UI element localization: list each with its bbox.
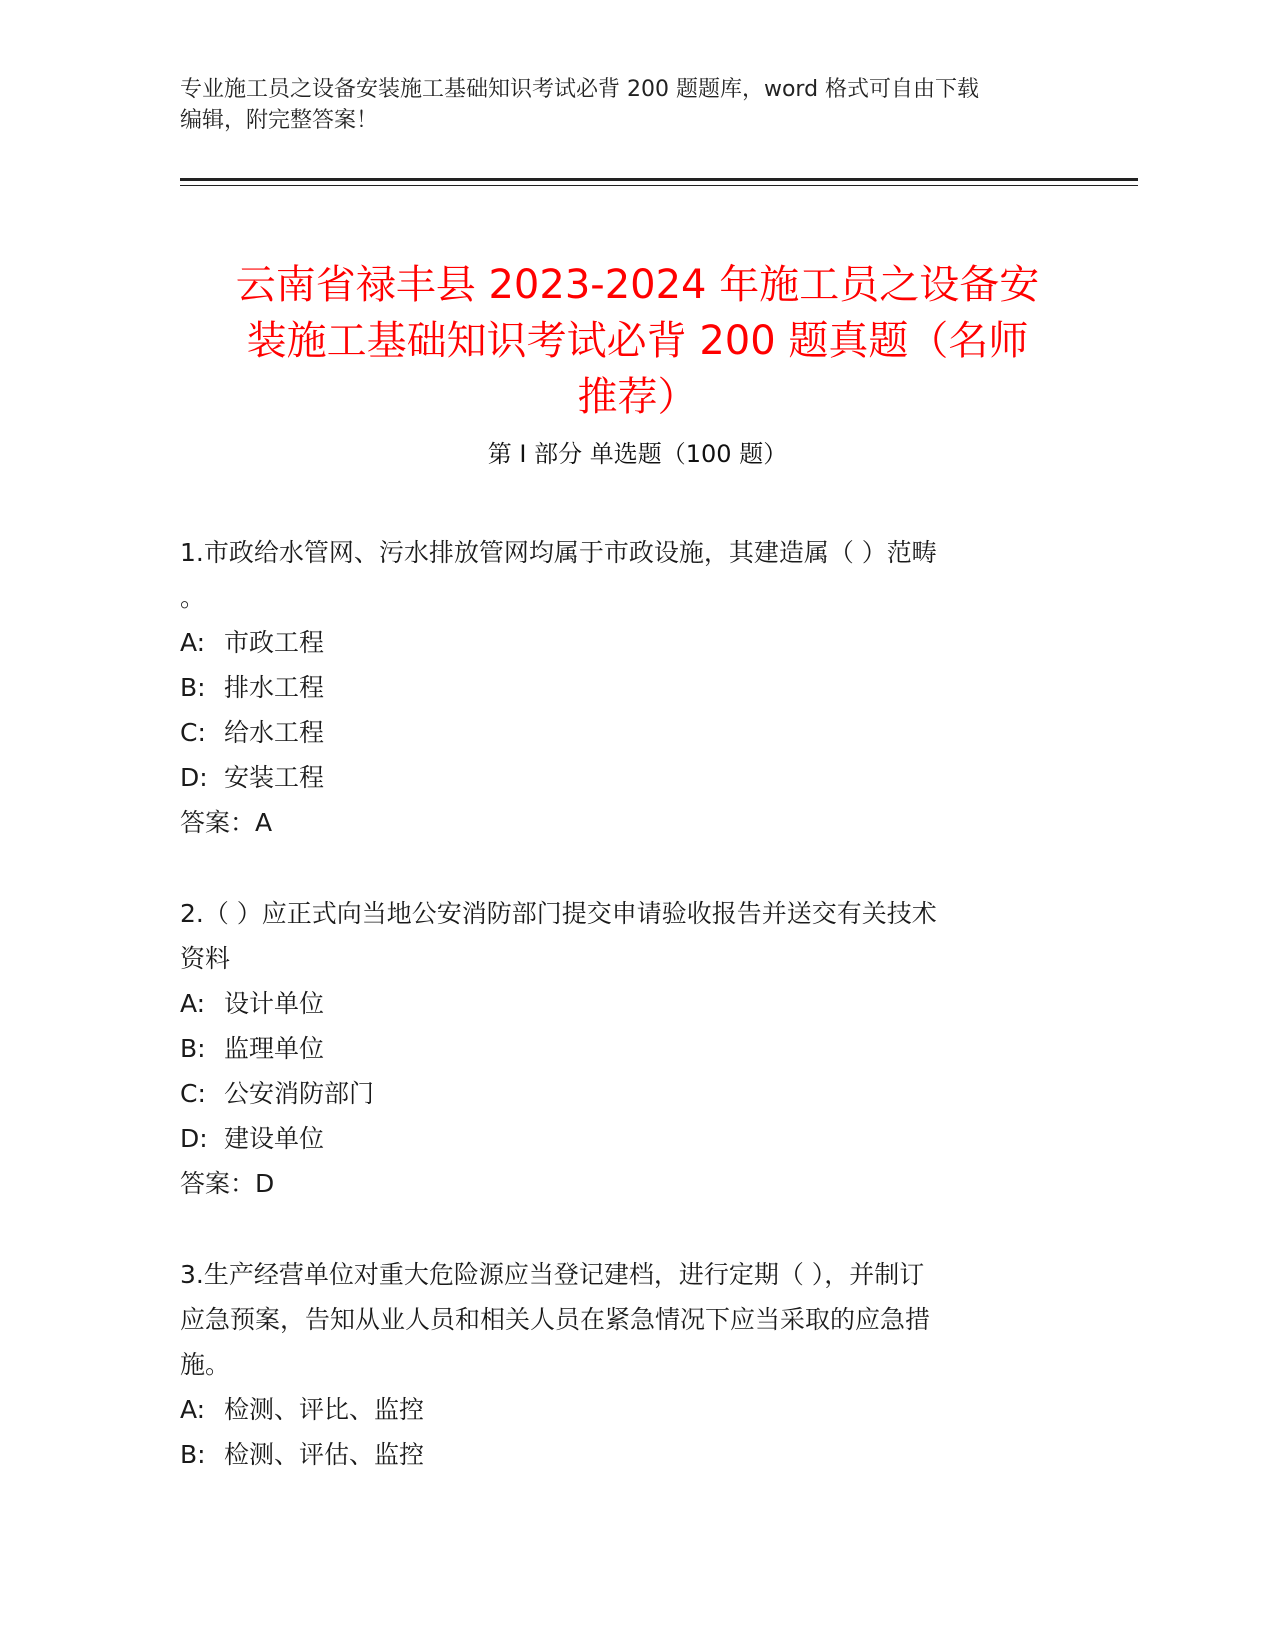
question-text-line: 2.（ ）应正式向当地公安消防部门提交申请验收报告并送交有关技术 (180, 899, 937, 928)
document-title-line-1: 云南省禄丰县 2023-2024 年施工员之设备安 (235, 261, 1040, 308)
option-a (180, 1387, 1080, 1432)
option-d (180, 755, 1080, 800)
option-text: 监理单位 (224, 1034, 325, 1063)
document-title-line-2: 装施工基础知识考试必背 200 题真题（名师 (246, 317, 1029, 364)
option-b (180, 665, 1080, 710)
header-divider-thick (180, 178, 1138, 181)
option-text: 检测、评估、监控 (224, 1440, 425, 1469)
option-d (180, 1116, 1080, 1161)
header-note (180, 74, 1060, 136)
option-a (180, 981, 1080, 1026)
option-letter: C: (180, 718, 206, 747)
option-letter: A: (180, 989, 206, 1018)
option-text: 排水工程 (224, 673, 325, 702)
option-b (180, 1432, 1080, 1477)
answer-line: 答案：D (180, 1169, 275, 1198)
option-letter: C: (180, 1079, 206, 1108)
header-divider-thin (180, 185, 1138, 186)
header-note-line-1: 专业施工员之设备安装施工基础知识考试必背 200 题题库，word 格式可自由下载 (180, 77, 980, 102)
section-heading: 第 I 部分 单选题（100 题） (487, 440, 788, 468)
question-text-line: 应急预案，告知从业人员和相关人员在紧急情况下应当采取的应急措 (180, 1305, 931, 1334)
question-3 (180, 1252, 1080, 1477)
question-text-line: 1.市政给水管网、污水排放管网均属于市政设施，其建造属（ ）范畴 (180, 538, 937, 567)
option-text: 给水工程 (224, 718, 325, 747)
option-letter: B: (180, 1440, 206, 1469)
option-letter: B: (180, 673, 206, 702)
option-text: 检测、评比、监控 (224, 1395, 425, 1424)
option-text: 建设单位 (224, 1124, 325, 1153)
answer-line: 答案：A (180, 808, 273, 837)
option-text: 设计单位 (224, 989, 325, 1018)
option-letter: D: (180, 1124, 208, 1153)
question-list (180, 530, 1080, 1523)
option-letter: B: (180, 1034, 206, 1063)
option-letter: A: (180, 1395, 206, 1424)
question-text-line: 3.生产经营单位对重大危险源应当登记建档，进行定期（ ），并制订 (180, 1260, 925, 1289)
document-title (180, 257, 1095, 425)
option-text: 公安消防部门 (224, 1079, 375, 1108)
option-letter: A: (180, 628, 206, 657)
option-text: 市政工程 (224, 628, 325, 657)
document-title-line-3: 推荐） (577, 373, 698, 420)
question-text-line: 资料 (180, 944, 231, 973)
option-c (180, 1071, 1080, 1116)
option-c (180, 710, 1080, 755)
option-text: 安装工程 (224, 763, 325, 792)
option-b (180, 1026, 1080, 1071)
question-1 (180, 530, 1080, 845)
option-letter: D: (180, 763, 208, 792)
question-text-line: 施。 (180, 1350, 231, 1379)
option-a (180, 620, 1080, 665)
header-note-line-2: 编辑，附完整答案！ (180, 108, 379, 133)
question-2 (180, 891, 1080, 1206)
question-text-line: 。 (180, 583, 206, 612)
